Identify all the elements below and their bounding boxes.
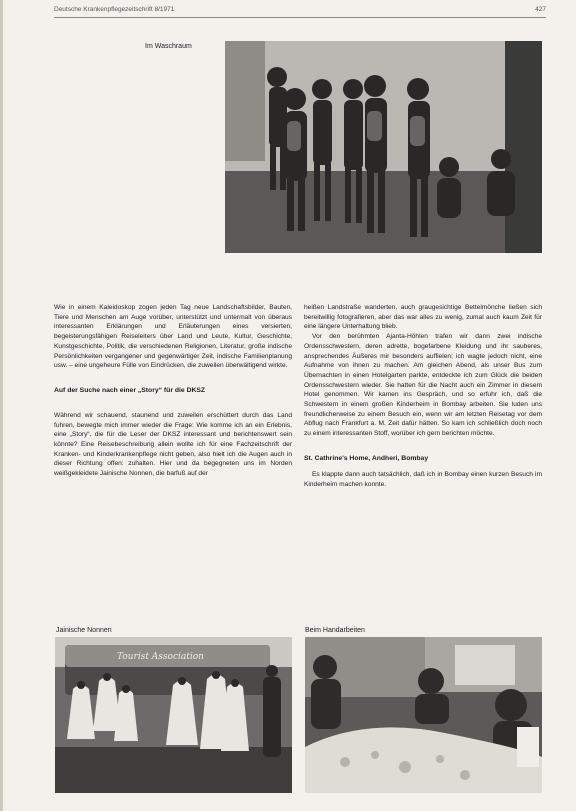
header-rule xyxy=(54,17,546,18)
washroom-photo xyxy=(225,41,542,253)
right-paragraph-1: heißen Landstraße wanderten, auch graugesichtige Bettelmönche ließen sich bereitwillig fotografieren, aber das war alles zu wenig, zumal auch kaum Zeit für eine längere Unterhaltung blieb. xyxy=(304,304,542,331)
right-paragraph-3: Es klappte dann auch tatsächlich, daß ich in Bombay einen kurzen Besuch im Kinderheim machen konnte. xyxy=(304,470,542,488)
page-edge xyxy=(0,0,3,811)
journal-title: Deutsche Krankenpflegezeitschrift 8/1971 xyxy=(54,6,175,13)
right-text-column xyxy=(304,303,542,575)
washroom-photo-image xyxy=(225,41,542,253)
section-heading-home: St. Cathrine's Home, Andheri, Bombay xyxy=(304,454,429,462)
page-number: 427 xyxy=(535,6,546,13)
top-photo-caption: Im Waschraum xyxy=(145,43,192,50)
left-paragraph-1: Wie in einem Kaleidoskop zogen jeden Tag neue Landschaftsbilder, Bauten, Tiere und Menschen am Auge vorüber, unterstützt und untermalt von überaus interessanten Erklärungen und Erläuterungen eines versierten, begeisterungsfähigen Reiseleiters über Land und Leute, Kultur, Geschichte, Kunstgeschichte, Politik, die verschiedenen Religionen, Literatur, große indische Persönlichkeiten vergangener und gegenwärtiger Zeit, indische Familienplanung usw. – eine ungeheure Fülle von Eindrücken, die zuweilen überwältigend wirkte. xyxy=(54,304,292,370)
right-paragraph-2: Vor den berühmten Ajanta-Höhlen trafen wir dann zwei indische Ordensschwestern, deren adrette, bogefarbene Kleidung und ihr sauberes, ansprechendes Äußeres mir besonders auffielen; ich wagte jedoch nicht, eine Aufnahme von ihnen zu machen. Am gleichen Abend, als unser Bus zum Übernachten in einen Hotelgarten parkte, entdeckte ich zum Glück die beiden Ordensschwestern wieder. Sie hatten für die Nacht auch ein Zimmer in diesem Hotel genommen. Wir kamen ins Gespräch, und so erfuhr ich, daß die Schwestern in einem großen Kinderheim in Bombay arbeiten. Sie luden uns freundlicherweise zu einem Besuch ein, wenn wir am letzten Reisetag vor dem Abflug nach Frankfurt a. M. Zeit dafür hätten. So kam ich schließlich doch noch zu einem interessanten Stoff, worüber ich gern berichten möchte. xyxy=(304,333,542,438)
handwork-photo-image xyxy=(305,637,542,793)
handwork-photo xyxy=(305,637,542,793)
section-heading-story: Auf der Suche nach einer „Story“ für die DKSZ xyxy=(54,386,206,394)
jain-nuns-photo xyxy=(55,637,292,793)
jain-nuns-photo-image xyxy=(55,637,292,793)
handwork-photo-caption: Beim Handarbeiten xyxy=(305,627,365,634)
nuns-photo-caption: Jainische Nonnen xyxy=(56,627,112,634)
left-paragraph-2: Während wir schauend, staunend und zuweilen erschüttert durch das Land fuhren, bewegte mich immer wieder die Frage: Wie komme ich an ein Erlebnis, eine „Story“, die für die Leser der DKSZ interessant und berichtenswert sein könnte? Eine Reisebeschreibung allein wollte ich für eine Fachzeitschrift der Kranken- und Kinderkrankenpflege nicht geben, also hielt ich die Augen auch in dieser Richtung offen: zuhalten. Hier und da begegneten uns im Norden weißgekleidete Jainische Nonnen, die barfuß auf der xyxy=(54,411,292,478)
bus-lettering: Tourist Association xyxy=(117,652,204,662)
left-text-column xyxy=(54,303,292,575)
